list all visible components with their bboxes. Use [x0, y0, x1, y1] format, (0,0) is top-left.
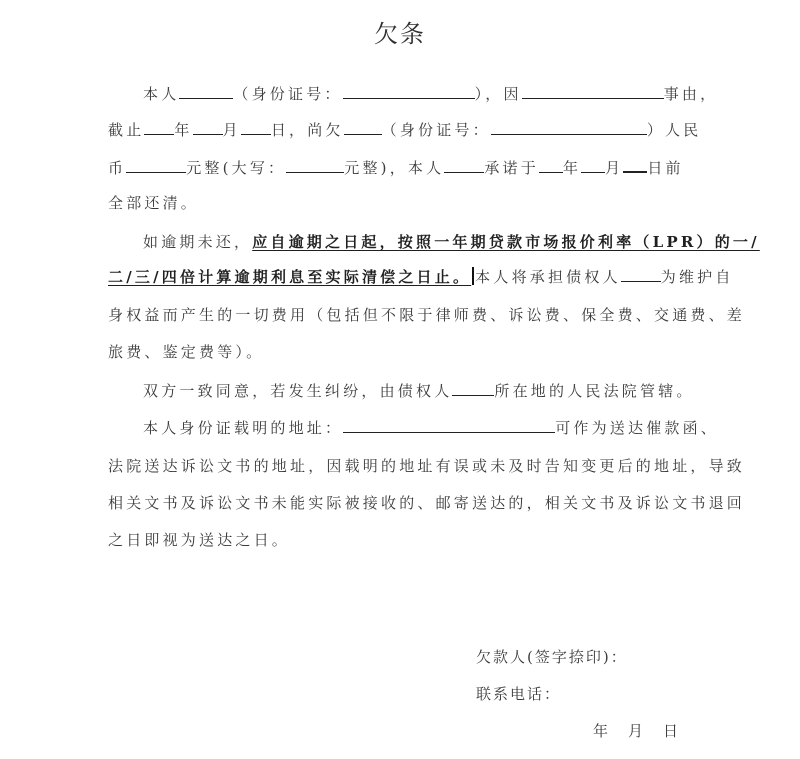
- text: ）人民: [646, 121, 702, 139]
- paragraph-1-line-1: [143, 84, 718, 104]
- blank-repay-month[interactable]: [581, 158, 605, 173]
- text: 元整)，本人: [344, 159, 445, 177]
- blank-debtor-name[interactable]: [179, 84, 233, 99]
- text: （身份证号：: [381, 121, 491, 139]
- text: 月: [222, 121, 241, 139]
- text: （身份证号：: [233, 85, 343, 103]
- paragraph-1-line-4: 全部还清。: [108, 194, 200, 212]
- paragraph-3: [143, 381, 695, 401]
- paragraph-1-line-2: [108, 120, 701, 140]
- blank-debtor-id[interactable]: [343, 84, 475, 99]
- text: 本人将承担债权人: [475, 268, 621, 286]
- text: 截止: [108, 121, 145, 139]
- blank-repay-year[interactable]: [539, 158, 563, 173]
- text: 双方一致同意，若发生纠纷，由债权人: [143, 382, 453, 400]
- text: 月: [605, 159, 624, 177]
- blank-year[interactable]: [144, 120, 174, 135]
- paragraph-4-line-2: 法院送达诉讼文书的地址，因载明的地址有误或未及时告知变更后的地址，导致: [108, 457, 746, 475]
- text: 本人: [143, 85, 180, 103]
- day-label: 日: [663, 722, 681, 740]
- blank-address[interactable]: [343, 418, 555, 433]
- text: ），因: [474, 85, 522, 103]
- blank-repay-day[interactable]: [623, 157, 647, 173]
- paragraph-4-line-3: 相关文书及诉讼文书未能实际被接收的、邮寄送达的，相关文书及诉讼文书退回: [108, 494, 746, 512]
- month-label: 月: [628, 722, 646, 740]
- debtor-signature-label: 欠款人(签字捺印)：: [476, 648, 628, 666]
- interest-clause: 应自逾期之日起，按照一年期贷款市场报价利率（LPR）的一/: [252, 233, 760, 251]
- signature-date: [593, 720, 680, 741]
- document-title: 欠条: [374, 20, 426, 48]
- text: 日前: [647, 159, 684, 177]
- text: 所在地的人民法院管辖。: [494, 382, 695, 400]
- text: 日，尚欠: [270, 121, 344, 139]
- paragraph-4-line-4: 之日即视为送达之日。: [108, 531, 291, 549]
- text: 年: [562, 159, 582, 177]
- text: 可作为送达催款函、: [555, 419, 720, 437]
- paragraph-2-line-3: 身权益而产生的一切费用（包括但不限于律师费、诉讼费、保全费、交通费、差: [108, 306, 746, 324]
- text: 承诺于: [484, 159, 539, 177]
- text: 元整(大写：: [186, 159, 287, 177]
- blank-debtor-name-2[interactable]: [444, 158, 484, 173]
- paragraph-2-line-2: [108, 267, 734, 287]
- text-cursor: [472, 267, 474, 285]
- paragraph-2-line-1: [143, 232, 760, 252]
- year-label: 年: [593, 722, 611, 740]
- phone-label: 联系电话：: [476, 685, 562, 703]
- blank-reason[interactable]: [522, 84, 664, 99]
- text: 事由，: [663, 85, 719, 103]
- text: 本人身份证载明的地址：: [143, 419, 344, 437]
- blank-creditor-name-3[interactable]: [452, 381, 494, 396]
- blank-amount-uppercase[interactable]: [286, 158, 344, 173]
- text: 年: [174, 121, 193, 139]
- text: 币: [108, 159, 127, 177]
- paragraph-1-line-3: [108, 157, 684, 178]
- blank-creditor-name-2[interactable]: [621, 267, 661, 282]
- blank-creditor-name[interactable]: [344, 120, 382, 135]
- interest-clause-cont: 二/三/四倍计算逾期利息至实际清偿之日止。: [108, 268, 472, 286]
- text: 如逾期未还，: [143, 233, 253, 251]
- blank-month[interactable]: [193, 120, 223, 135]
- paragraph-2-line-4: 旅费、鉴定费等）。: [108, 343, 265, 361]
- blank-day[interactable]: [241, 120, 271, 135]
- paragraph-4-line-1: [143, 418, 719, 438]
- blank-creditor-id[interactable]: [491, 120, 647, 135]
- text: 为维护自: [660, 268, 734, 286]
- blank-amount[interactable]: [126, 158, 186, 173]
